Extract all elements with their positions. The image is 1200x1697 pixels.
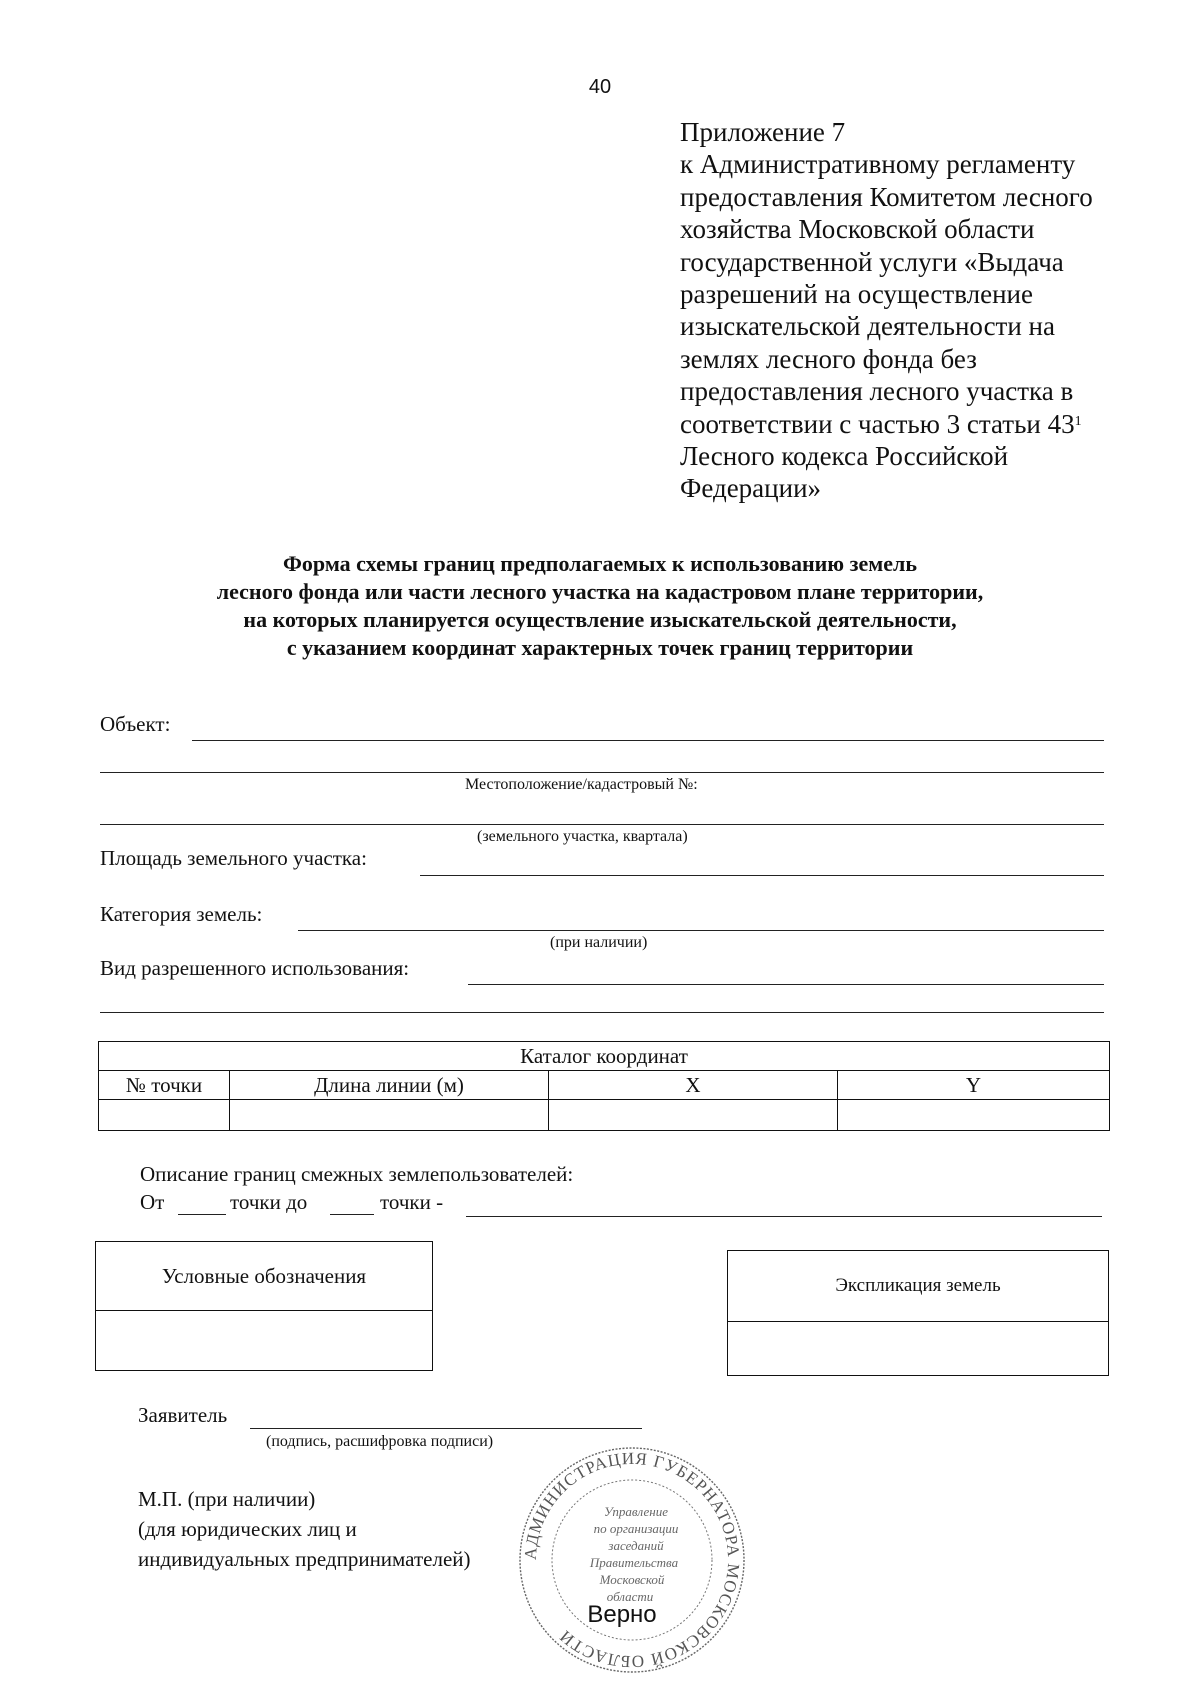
page-number: 40 <box>588 76 612 98</box>
object-field-line-2[interactable] <box>100 772 1104 773</box>
adjacent-title: Описание границ смежных землепользователей: <box>140 1162 574 1186</box>
seal-note-line: (для юридических лиц и <box>138 1517 357 1541</box>
appendix-line: изыскательской деятельности на <box>680 311 1055 342</box>
appendix-line: Лесного кодекса Российской <box>680 441 1009 472</box>
seal-note-line: М.П. (при наличии) <box>138 1487 316 1511</box>
table-row <box>99 1100 1110 1131</box>
area-label: Площадь земельного участка: <box>100 846 367 870</box>
explication-box <box>727 1250 1109 1376</box>
adjacent-points-dash-label: точки - <box>380 1190 444 1214</box>
form-title-line: Форма схемы границ предполагаемых к использованию земель <box>283 551 917 576</box>
cell-x[interactable] <box>549 1100 838 1131</box>
stamp-center-line: по организации <box>593 1521 679 1536</box>
coordinates-table-caption: Каталог координат <box>99 1042 1110 1071</box>
legend-box-title: Условные обозначения <box>96 1242 432 1311</box>
cell-length[interactable] <box>230 1100 549 1131</box>
adjacent-from-label: От <box>140 1190 165 1214</box>
explication-box-title: Экспликация земель <box>728 1251 1108 1322</box>
appendix-line: Приложение 7 <box>680 117 846 147</box>
stamp-center-line: Московской <box>599 1572 665 1587</box>
official-stamp <box>512 1440 752 1680</box>
appendix-line: предоставления лесного участка в <box>680 376 1074 407</box>
category-field[interactable] <box>298 930 1104 931</box>
applicant-signature-field[interactable] <box>250 1428 642 1429</box>
appendix-header <box>680 116 1160 505</box>
stamp-center-line: Управление <box>603 1504 669 1519</box>
coordinates-table <box>98 1041 1110 1131</box>
appendix-line: разрешений на осуществление <box>680 279 1033 310</box>
stamp-ring-textpath: АДМИНИСТРАЦИЯ ГУБЕРНАТОРА МОСКОВСКОЙ ОБЛАСТИ <box>520 1448 744 1672</box>
location-hint: Местоположение/кадастровый №: <box>465 776 698 793</box>
applicant-label: Заявитель <box>138 1403 228 1427</box>
from-point-field[interactable] <box>178 1214 226 1215</box>
stamp-center-line: Правительства <box>589 1555 679 1570</box>
appendix-article-text: соответствии с частью 3 статьи 43 <box>680 408 1075 439</box>
seal-note-line: индивидуальных предпринимателей) <box>138 1547 471 1571</box>
column-header-point: № точки <box>99 1071 230 1100</box>
adjacent-to-label: точки до <box>230 1190 308 1214</box>
cell-y[interactable] <box>838 1100 1110 1131</box>
appendix-line: хозяйства Московской области <box>680 214 1035 245</box>
appendix-line-article <box>680 408 1160 440</box>
category-hint: (при наличии) <box>550 934 648 951</box>
object-field[interactable] <box>192 740 1104 741</box>
location-sub-hint: (земельного участка, квартала) <box>477 828 688 845</box>
seal-note <box>138 1484 471 1574</box>
legend-box <box>95 1241 433 1371</box>
applicant-hint: (подпись, расшифровка подписи) <box>266 1433 494 1450</box>
column-header-length: Длина линии (м) <box>230 1071 549 1100</box>
permitted-use-label: Вид разрешенного использования: <box>100 956 410 980</box>
area-field[interactable] <box>420 875 1104 876</box>
form-title <box>60 550 1140 662</box>
appendix-line: землях лесного фонда без <box>680 343 977 374</box>
column-header-x: X <box>549 1071 838 1100</box>
location-field[interactable] <box>100 824 1104 825</box>
permitted-use-field[interactable] <box>468 984 1104 985</box>
category-label: Категория земель: <box>100 902 263 926</box>
permitted-use-field-line-2[interactable] <box>100 1012 1104 1013</box>
appendix-line: предоставления Комитетом лесного <box>680 181 1093 212</box>
stamp-center-line: области <box>606 1589 654 1604</box>
object-label: Объект: <box>100 712 171 736</box>
form-title-line: на которых планируется осуществление изыскательской деятельности, <box>243 607 957 632</box>
stamp-center-line: заседаний <box>608 1538 664 1553</box>
appendix-line: к Административному регламенту <box>680 149 1076 180</box>
column-header-y: Y <box>838 1071 1110 1100</box>
stamp-verified-text: Верно <box>587 1601 657 1628</box>
cell-point[interactable] <box>99 1100 230 1131</box>
appendix-line: государственной услуги «Выдача <box>680 246 1064 277</box>
appendix-superscript: 1 <box>1074 413 1082 429</box>
form-title-line: лесного фонда или части лесного участка на кадастровом плане территории, <box>216 579 984 604</box>
appendix-line: Федерации» <box>680 473 822 504</box>
adjacent-description-field[interactable] <box>466 1216 1102 1217</box>
form-title-line: с указанием координат характерных точек границ территории <box>286 635 914 660</box>
to-point-field[interactable] <box>330 1214 374 1215</box>
